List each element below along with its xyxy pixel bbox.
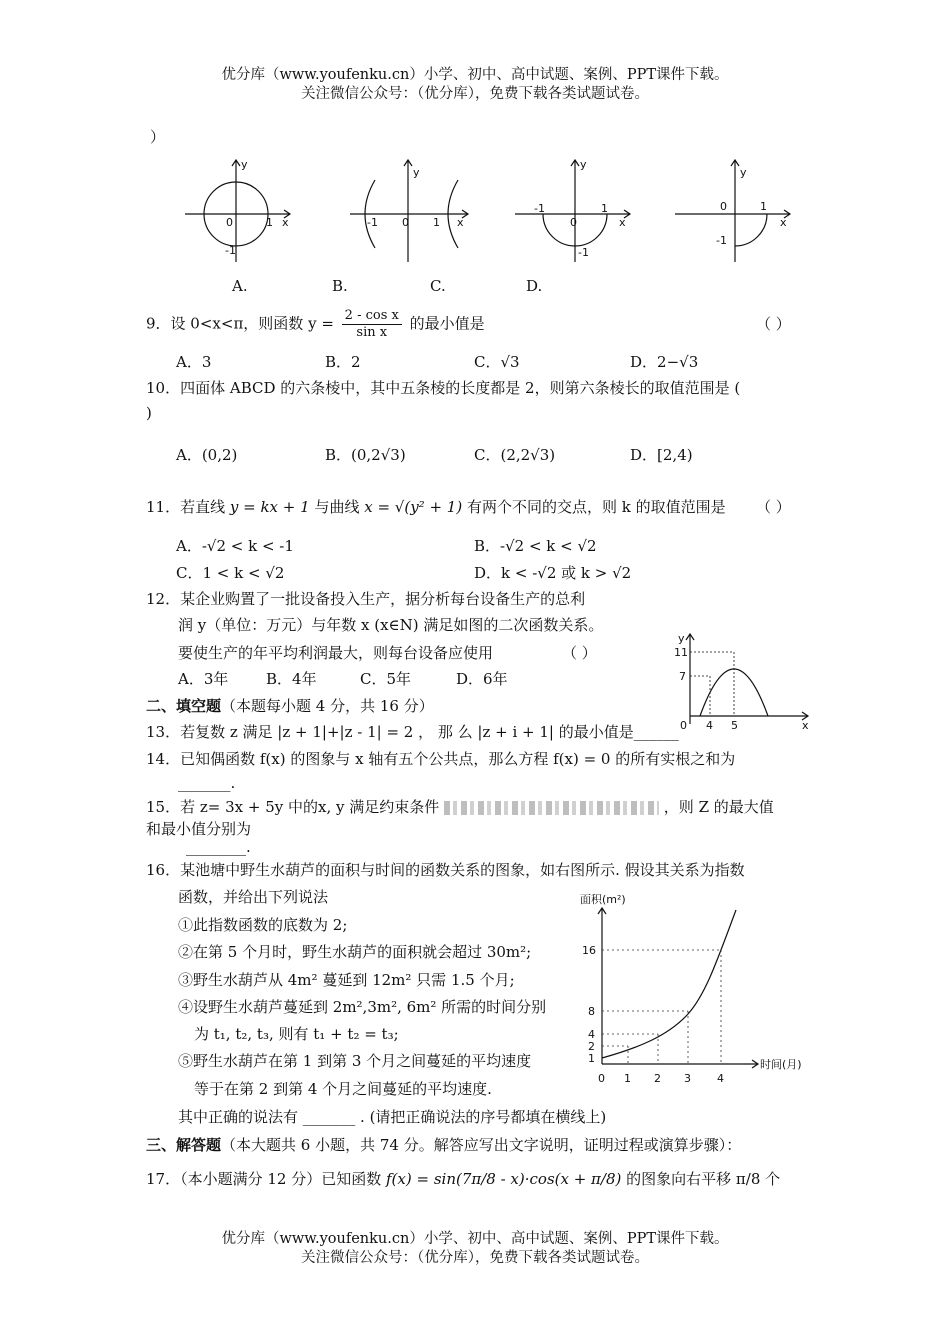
q17-stem: 17．（本小题满分 12 分）已知函数 f(x) = sin(7π/8 - x)·cos(x + π/8) 的图象向右平移 π/8 个 xyxy=(146,1170,781,1188)
q11-option-c: C．1 < k < √2 xyxy=(176,564,285,582)
svg-text:x: x xyxy=(780,216,787,229)
q16-stem-cont: 函数，并给出下列说法 xyxy=(178,888,329,906)
q10-option-d: D．[2,4) xyxy=(630,446,693,464)
svg-text:x: x xyxy=(282,216,289,229)
q16-statement-4b: 为 t₁, t₂, t₃, 则有 t₁ + t₂ = t₃; xyxy=(194,1025,399,1043)
svg-text:时间(月): 时间(月) xyxy=(760,1058,802,1071)
q11-stem: 11．若直线 y = kx + 1 与曲线 x = √(y² + 1) 有两个不同的交点，则 k 的取值范围是 xyxy=(146,498,726,516)
q16-graph xyxy=(578,888,818,1094)
svg-text:4: 4 xyxy=(717,1072,724,1085)
svg-text:-1: -1 xyxy=(716,234,727,247)
q16-answer-line: 其中正确的说法有 _______ . (请把正确说法的序号都填在横线上) xyxy=(178,1108,607,1126)
svg-text:x: x xyxy=(457,216,464,229)
svg-text:0: 0 xyxy=(680,719,687,732)
svg-text:-1: -1 xyxy=(578,246,589,259)
svg-text:x: x xyxy=(619,216,626,229)
q11-option-a: A．-√2 < k < -1 xyxy=(176,537,294,555)
q11-option-b: B．-√2 < k < √2 xyxy=(474,537,597,555)
svg-text:2: 2 xyxy=(654,1072,661,1085)
q12-graph xyxy=(670,628,820,738)
header-line-1: 优分库（www.youfenku.cn）小学、初中、高中试题、案例、PPT课件下载。 xyxy=(221,67,729,83)
svg-text:0: 0 xyxy=(598,1072,605,1085)
q15-blank: ________. xyxy=(186,838,251,856)
svg-text:y: y xyxy=(740,166,747,179)
q9-option-c: C．√3 xyxy=(474,353,520,371)
q10-option-b: B．(0,2√3) xyxy=(325,446,406,464)
q9-paren: （ ） xyxy=(756,315,791,333)
q8-option-d: D. xyxy=(526,277,543,295)
q8-option-graphs xyxy=(170,150,810,270)
q10-stem-cont: ) xyxy=(146,404,152,422)
svg-text:0: 0 xyxy=(226,216,233,229)
svg-text:1: 1 xyxy=(588,1052,595,1065)
svg-text:-1: -1 xyxy=(367,216,378,229)
q8-option-b: B. xyxy=(332,277,348,295)
q14-blank: _______. xyxy=(178,774,236,792)
q12-line-3: 要使生产的年平均利润最大，则每台设备应使用 xyxy=(178,644,494,662)
q9-stem: 9．设 0<x<π，则函数 y = $\frac{\text{2 - cos x}}{\text{sin x}}$ 的最小值是 xyxy=(146,308,485,340)
svg-text:2: 2 xyxy=(588,1040,595,1053)
q8-close-paren: ） xyxy=(150,128,166,146)
q16-statement-4a: ④设野生水葫芦蔓延到 2m²,3m², 6m² 所需的时间分别 xyxy=(178,998,547,1016)
svg-text:0: 0 xyxy=(720,200,727,213)
svg-text:y: y xyxy=(678,632,685,645)
q11-option-d: D．k < -√2 或 k > √2 xyxy=(474,564,632,582)
q12-paren: （ ） xyxy=(562,644,597,662)
svg-text:1: 1 xyxy=(601,202,608,215)
q10-option-a: A．(0,2) xyxy=(176,446,238,464)
q9-option-d: D．2−√3 xyxy=(630,353,699,371)
q11-paren: （ ） xyxy=(756,498,791,516)
header-line-2: 关注微信公众号：（优分库），免费下载各类试题试卷。 xyxy=(301,86,649,102)
svg-text:-1: -1 xyxy=(225,244,236,257)
q9-option-a: A．3 xyxy=(176,353,212,371)
q16-statement-5b: 等于在第 2 到第 4 个月之间蔓延的平均速度. xyxy=(194,1080,492,1098)
svg-text:1: 1 xyxy=(624,1072,631,1085)
q8-option-c: C. xyxy=(430,277,446,295)
section-2-title: 二、填空题（本题每小题 4 分，共 16 分） xyxy=(146,697,434,715)
q12-option-b: B．4年 xyxy=(266,670,317,688)
q16-stem: 16．某池塘中野生水葫芦的面积与时间的函数关系的图象，如右图所示. 假设其关系为指数 xyxy=(146,861,745,879)
q9-option-b: B．2 xyxy=(325,353,361,371)
svg-text:x: x xyxy=(802,719,809,732)
svg-text:1: 1 xyxy=(266,216,273,229)
q14-stem: 14．已知偶函数 f(x) 的图象与 x 轴有五个公共点，那么方程 f(x) = 0 的所有实根之和为 xyxy=(146,750,736,768)
svg-text:4: 4 xyxy=(706,719,713,732)
svg-text:y: y xyxy=(580,158,587,171)
svg-text:0: 0 xyxy=(570,216,577,229)
svg-text:8: 8 xyxy=(588,1005,595,1018)
section-3-title: 三、解答题（本大题共 6 小题，共 74 分。解答应写出文字说明，证明过程或演算步骤）： xyxy=(146,1136,742,1154)
svg-text:y: y xyxy=(413,166,420,179)
q16-statement-2: ②在第 5 个月时，野生水葫芦的面积就会超过 30m²; xyxy=(178,943,532,961)
svg-text:0: 0 xyxy=(402,216,409,229)
q8-option-a: A. xyxy=(232,277,248,295)
svg-text:5: 5 xyxy=(731,719,738,732)
q13-stem: 13．若复数 z 满足 |z + 1|+|z - 1| = 2 ， 那 么 |z + i + 1| 的最小值是______ xyxy=(146,723,679,741)
q12-line-1: 12．某企业购置了一批设备投入生产，据分析每台设备生产的总利 xyxy=(146,590,586,608)
q12-option-a: A．3年 xyxy=(178,670,229,688)
q10-stem: 10．四面体 ABCD 的六条棱中，其中五条棱的长度都是 2，则第六条棱长的取值范围是 ( xyxy=(146,379,741,397)
q15-constraint-image xyxy=(444,801,659,815)
q12-line-2: 润 y（单位：万元）与年数 x (x∈N) 满足如图的二次函数关系。 xyxy=(178,616,604,634)
svg-text:y: y xyxy=(241,158,248,171)
q16-statement-3: ③野生水葫芦从 4m² 蔓延到 12m² 只需 1.5 个月; xyxy=(178,971,515,989)
svg-text:-1: -1 xyxy=(534,202,545,215)
q12-option-d: D．6年 xyxy=(456,670,508,688)
q16-statement-1: ①此指数函数的底数为 2; xyxy=(178,916,348,934)
q16-statement-5a: ⑤野生水葫芦在第 1 到第 3 个月之间蔓延的平均速度 xyxy=(178,1052,532,1070)
svg-text:1: 1 xyxy=(760,200,767,213)
footer-line-1: 优分库（www.youfenku.cn）小学、初中、高中试题、案例、PPT课件下载。 xyxy=(221,1231,729,1247)
svg-text:面积(m²): 面积(m²) xyxy=(580,893,626,906)
q15-line-2: 和最小值分别为 xyxy=(146,820,252,838)
svg-text:11: 11 xyxy=(674,646,688,659)
svg-text:3: 3 xyxy=(684,1072,691,1085)
svg-text:16: 16 xyxy=(582,944,596,957)
q16-exp-curve xyxy=(602,910,736,1058)
q10-option-c: C．(2,2√3) xyxy=(474,446,556,464)
svg-text:4: 4 xyxy=(588,1028,595,1041)
svg-text:7: 7 xyxy=(679,670,686,683)
svg-text:1: 1 xyxy=(433,216,440,229)
q12-option-c: C．5年 xyxy=(360,670,412,688)
q15-stem: 15．若 z= 3x + 5y 中的x, y 满足约束条件 ，则 Z 的最大值 xyxy=(146,798,774,816)
footer-line-2: 关注微信公众号：（优分库），免费下载各类试题试卷。 xyxy=(301,1250,649,1266)
